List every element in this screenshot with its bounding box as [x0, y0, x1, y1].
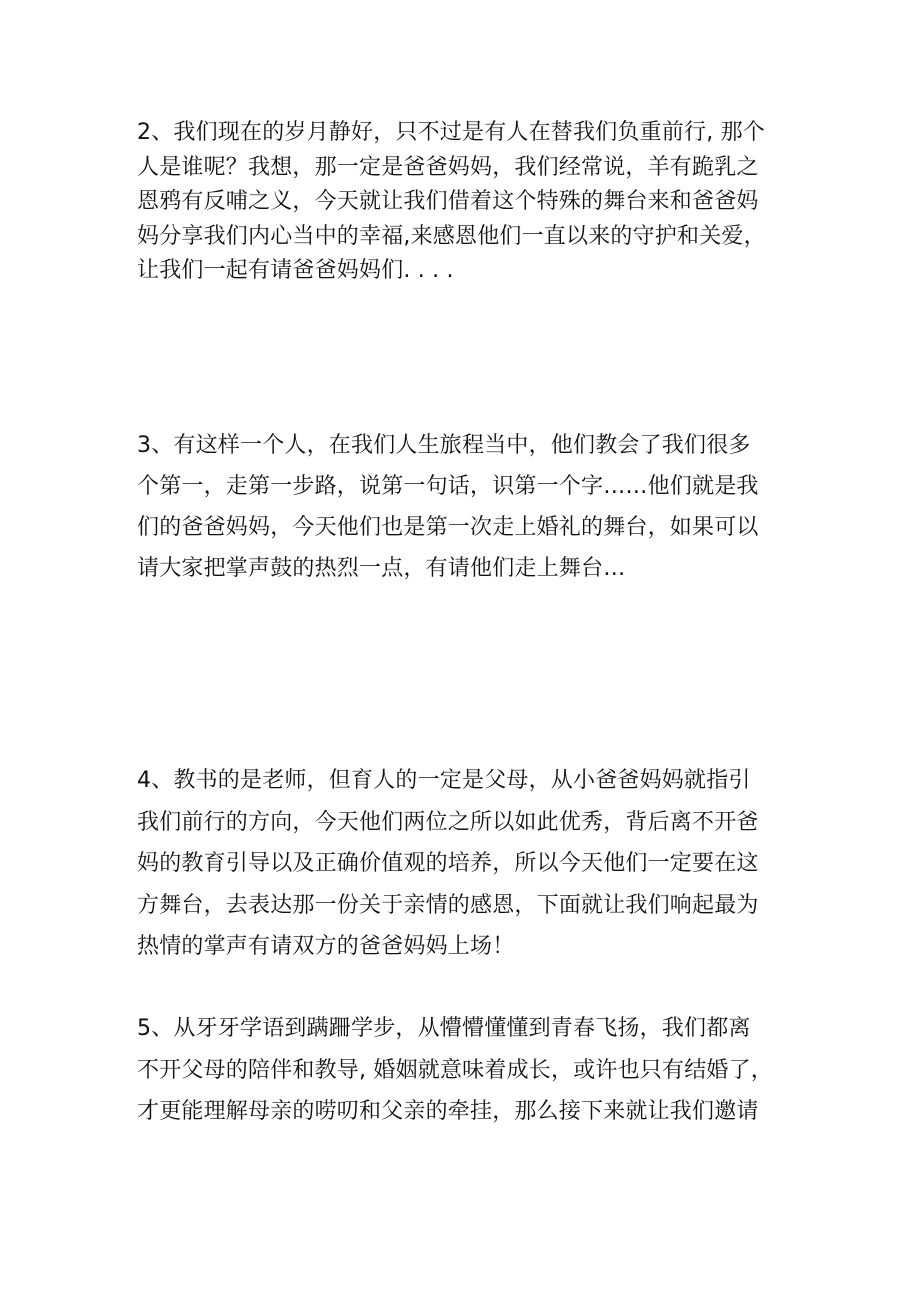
paragraph-3	[137, 425, 797, 589]
text-line: 妈的教育引导以及正确价值观的培养，所以今天他们一定要在这	[137, 851, 759, 876]
text-line: 5、从牙牙学语到蹒跚学步，从懵懵懂懂到青春飞扬，我们都离	[137, 1016, 751, 1041]
text-line: 3、有这样一个人，在我们人生旅程当中，他们教会了我们很多	[137, 433, 751, 458]
text-line: 恩鸦有反哺之义，今天就让我们借着这个特殊的舞台来和爸爸妈	[137, 189, 759, 214]
text-line: 4、教书的是老师，但育人的一定是父母，从小爸爸妈妈就指引	[137, 768, 751, 793]
text-line: 妈分享我们内心当中的幸福,来感恩他们一直以来的守护和关爱，	[137, 223, 766, 249]
text-line: 2、我们现在的岁月静好，只不过是有人在替我们负重前行, 那个	[137, 120, 765, 145]
text-line: 让我们一起有请爸爸妈妈们. . . .	[137, 258, 454, 283]
text-line: 我们前行的方向，今天他们两位之所以如此优秀，背后离不开爸	[137, 809, 759, 835]
paragraph-5	[137, 1008, 797, 1133]
text-line: 们的爸爸妈妈，今天他们也是第一次走上婚礼的舞台，如果可以	[137, 515, 759, 540]
text-line: 不开父母的陪伴和教导, 婚姻就意味着成长，或许也只有结婚了，	[137, 1057, 773, 1083]
text-line: 个第一，走第一步路，说第一句话，识第一个字……他们就是我	[137, 474, 759, 499]
text-line: 人是谁呢？我想，那一定是爸爸妈妈，我们经常说，羊有跪乳之	[137, 154, 759, 180]
text-line: 方舞台，去表达那一份关于亲情的感恩，下面就让我们响起最为	[137, 892, 759, 918]
text-line: 请大家把掌声鼓的热烈一点，有请他们走上舞台…	[137, 556, 626, 581]
text-line: 才更能理解母亲的唠叨和父亲的牵挂，那么接下来就让我们邀请	[137, 1099, 759, 1124]
text-line: 热情的掌声有请双方的爸爸妈妈上场！	[137, 934, 515, 959]
paragraph-4	[137, 760, 797, 968]
paragraph-2	[137, 116, 797, 289]
